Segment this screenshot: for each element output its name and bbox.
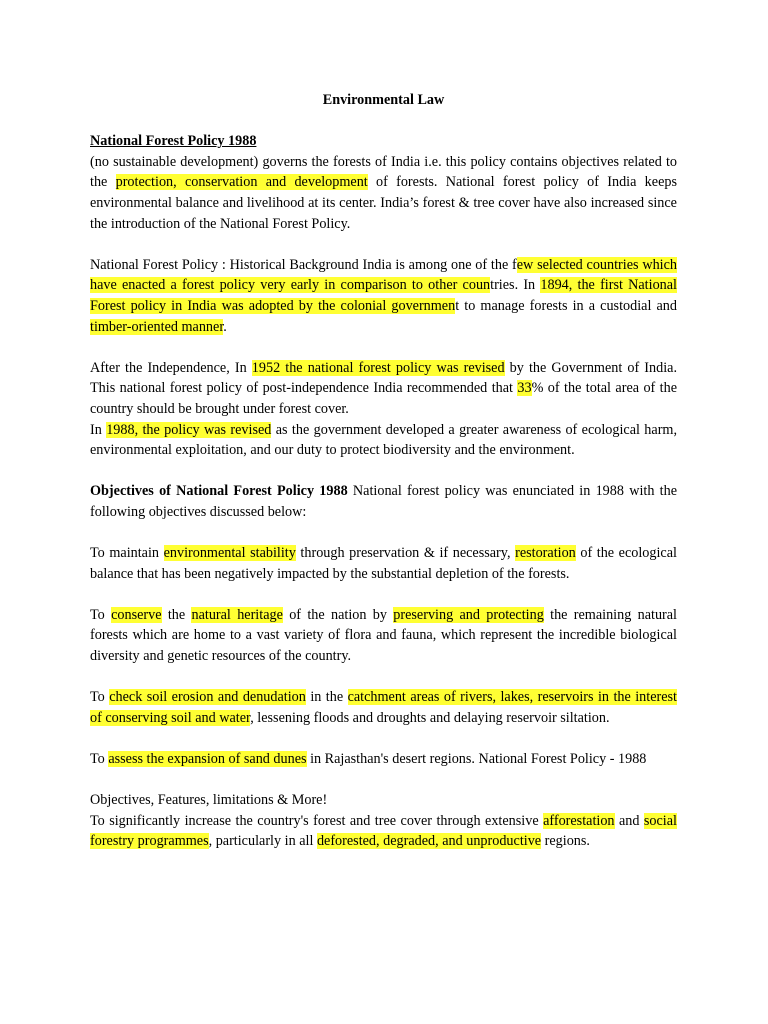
text-run: In <box>90 421 107 438</box>
paragraph-objective-afforestation <box>90 811 677 852</box>
text-run: tries. In <box>490 277 541 294</box>
spacer <box>90 234 677 255</box>
highlighted-text: 33 <box>517 380 532 397</box>
paragraph-independence <box>90 358 677 420</box>
paragraph-objectives-intro <box>90 481 677 522</box>
highlighted-text: timber-oriented manner <box>90 318 224 335</box>
highlighted-text: conserve <box>111 606 162 623</box>
highlighted-text: restoration <box>515 545 576 562</box>
spacer <box>90 337 677 358</box>
highlighted-text: natural heritage <box>191 606 283 623</box>
text-run: % of the total area of the country should be brought under forest cover. <box>90 380 678 417</box>
highlighted-text: environmental stability <box>163 545 296 562</box>
text-run: . <box>223 318 227 335</box>
paragraph-objective-stability <box>90 543 677 584</box>
paragraph-objective-dunes <box>90 749 677 770</box>
text-run: , particularly in all <box>208 833 317 850</box>
text-run: by the Government of India. This national forest policy of post-independence India recommended that <box>90 359 678 397</box>
text-run: through preservation & if necessary, <box>295 545 516 562</box>
paragraph-1988-revision <box>90 420 677 461</box>
text-run: of forests. National forest policy of India keeps environmental balance and livelihood at its center. India’s forest & tree cover have also increased since the introduction of the National Forest Policy. <box>90 174 677 232</box>
text-run: of the ecological balance that has been negatively impacted by the substantial depletion of the forests. <box>90 545 677 582</box>
section-heading: National Forest Policy 1988 <box>90 133 257 150</box>
highlighted-text: preserving and protecting <box>393 606 544 623</box>
text-run: the remaining natural forests which are home to a vast variety of flora and fauna, which represent the incredible biological diversity and genetic resources of the country. <box>90 606 678 665</box>
highlighted-text: catchment areas of rivers, lakes, reservoirs in the interest of conserving soil and water <box>90 689 677 726</box>
spacer <box>90 584 677 605</box>
paragraph-objective-heritage <box>90 605 677 667</box>
text-run: regions. <box>541 833 590 850</box>
text-run: To significantly increase the country's forest and tree cover through extensive <box>90 812 544 829</box>
document-title: Environmental Law <box>322 92 445 108</box>
spacer <box>90 770 677 791</box>
highlighted-text: 1894, the first National Forest policy in India was adopted by the colonial governmen <box>90 277 677 314</box>
text-run: , lessening floods and droughts and delaying reservoir siltation. <box>250 709 610 726</box>
highlighted-text: check soil erosion and denudation <box>109 689 306 706</box>
highlighted-text: 1988, the policy was revised <box>106 421 272 438</box>
spacer <box>90 728 677 749</box>
text-run: National Forest Policy : Historical Background India is among one of the f <box>90 256 517 273</box>
paragraph-historical-background <box>90 255 677 337</box>
text-run: To <box>90 689 110 706</box>
highlighted-text: social forestry programmes <box>90 812 677 850</box>
paragraph-intro <box>90 131 677 234</box>
highlighted-text: 1952 the national forest policy was revised <box>251 359 505 376</box>
spacer <box>90 461 677 482</box>
paragraph-features-line <box>90 790 677 811</box>
highlighted-text: assess the expansion of sand dunes <box>108 751 307 767</box>
spacer <box>90 522 677 543</box>
text-run: in the <box>305 689 348 706</box>
text-run: After the Independence, In <box>90 359 252 376</box>
text-run: (no sustainable development) governs the forests of India i.e. this policy contains objectives related to the <box>90 153 677 191</box>
text-run: of the nation by <box>282 606 394 623</box>
spacer <box>90 667 677 688</box>
text-run: the <box>161 606 192 623</box>
text-run: To <box>90 751 109 767</box>
objectives-heading: Objectives of National Forest Policy 1988 <box>90 483 348 500</box>
text-run: To maintain <box>90 545 164 562</box>
text-run: Objectives, Features, limitations & More! <box>90 792 328 809</box>
text-run: t to manage forests in a custodial and <box>455 297 677 314</box>
document-page <box>90 90 677 852</box>
text-run: as the government developed a greater awareness of ecological harm, environmental exploitation, and our duty to protect biodiversity and the environment. <box>90 421 678 459</box>
highlighted-text: afforestation <box>543 812 615 829</box>
highlighted-text: ew selected countries which have enacted a forest policy very early in comparison to other coun <box>90 256 677 294</box>
highlighted-text: protection, conservation and development <box>115 174 368 191</box>
paragraph-objective-soil <box>90 687 677 728</box>
text-run: National forest policy was enunciated in 1988 with the following objectives discussed below: <box>90 483 677 520</box>
text-run: in Rajasthan's desert regions. National Forest Policy - 1988 <box>306 751 647 767</box>
text-run: and <box>614 812 644 829</box>
highlighted-text: deforested, degraded, and unproductive <box>316 833 542 850</box>
spacer <box>90 111 677 132</box>
text-run: To <box>90 606 112 623</box>
